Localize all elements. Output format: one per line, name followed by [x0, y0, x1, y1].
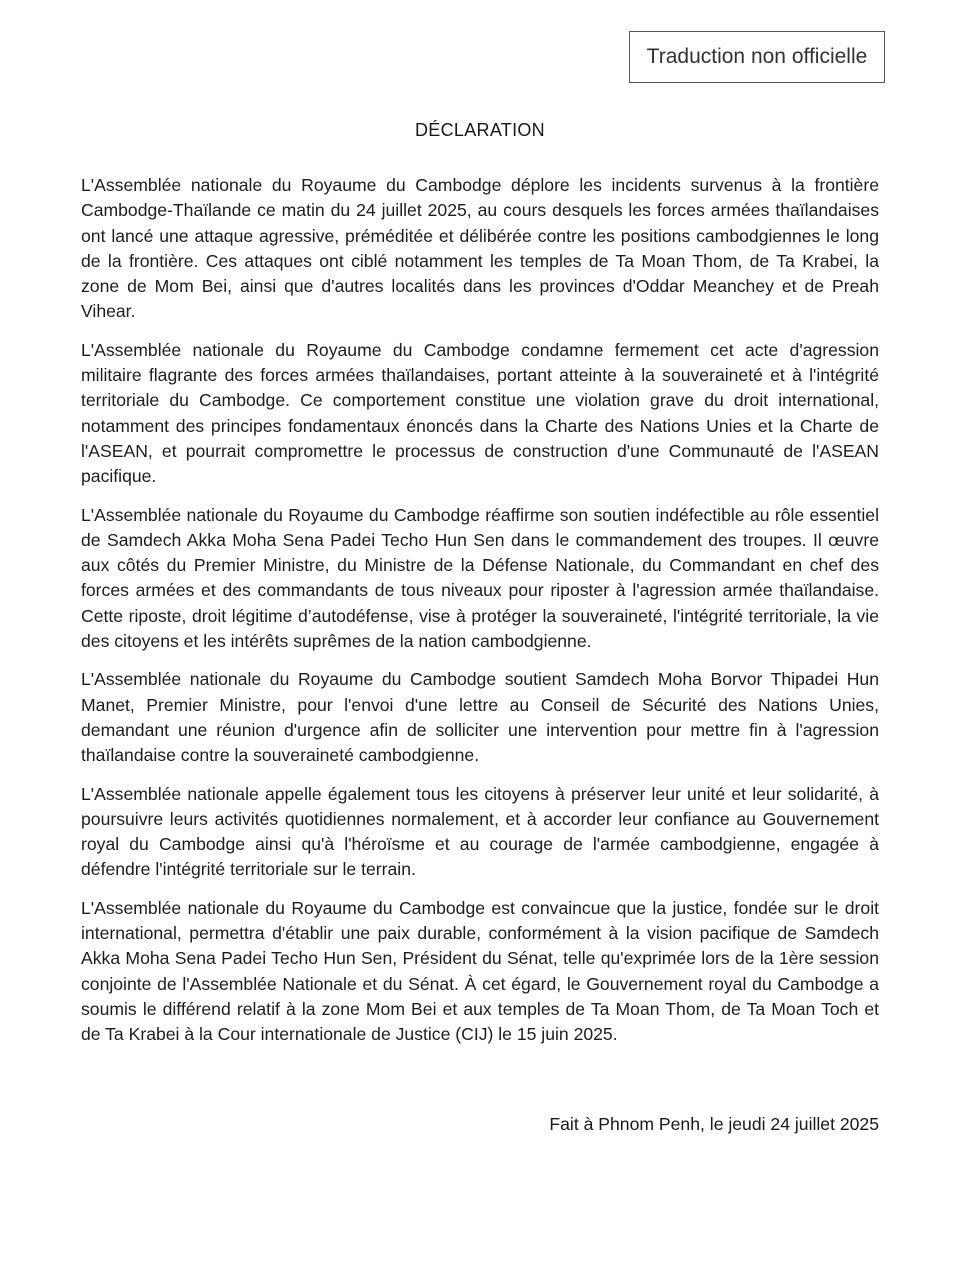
place-date-signoff: Fait à Phnom Penh, le jeudi 24 juillet 2025 [549, 1114, 879, 1134]
paragraph-3: L'Assemblée nationale du Royaume du Cambodge réaffirme son soutien indéfectible au rôle essentiel de Samdech Akka Moha Sena Padei Techo Hun Sen dans le commandement des troupes. Il œuvre aux côtés du Premier Ministre, du Ministre de la Défense Nationale, du Commandant en chef des forces armées et des commandants de tous niveaux pour riposter à l'agression armée thaïlandaise. Cette riposte, droit légitime d’autodéfense, vise à protéger la souveraineté, l'intégrité territoriale, la vie des citoyens et les intérêts suprêmes de la nation cambodgienne. [81, 504, 879, 652]
paragraph-1: L'Assemblée nationale du Royaume du Cambodge déplore les incidents survenus à la frontière Cambodge-Thaïlande ce matin du 24 juillet 2025, au cours desquels les forces armées thaïlandaises ont lancé une attaque agressive, préméditée et délibérée contre les positions cambodgiennes le long de la frontière. Ces attaques ont ciblé notamment les temples de Ta Moan Thom, de Ta Krabei, la zone de Mom Bei, ainsi que d'autres localités dans les provinces d'Oddar Meanchey et de Preah Vihear. [81, 175, 879, 322]
paragraph-6: L'Assemblée nationale du Royaume du Cambodge est convaincue que la justice, fondée sur le droit international, permettra d'établir une paix durable, conformément à la vision pacifique de Samdech Akka Moha Sena Padei Techo Hun Sen, Président du Sénat, telle qu'exprimée lors de la 1ère session conjointe de l'Assemblée Nationale et du Sénat. À cet égard, le Gouvernement royal du Cambodge a soumis le différend relatif à la zone Mom Bei et aux temples de Ta Moan Thom, de Ta Moan Toch et de Ta Krabei à la Cour internationale de Justice (CIJ) le 15 juin 2025. [81, 897, 879, 1045]
declaration-body [81, 173, 879, 1061]
paragraph-5: L'Assemblée nationale appelle également tous les citoyens à préserver leur unité et leur solidarité, à poursuivre leurs activités quotidiennes normalement, et à accorder leur confiance au Gouvernement royal du Cambodge ainsi qu'à l'héroïsme et au courage de l'armée cambodgienne, engagée à défendre l'intégrité territoriale sur le terrain. [81, 783, 879, 880]
badge-label: Traduction non officielle [646, 45, 868, 68]
unofficial-translation-badge [629, 31, 885, 83]
paragraph-4: L'Assemblée nationale du Royaume du Cambodge soutient Samdech Moha Borvor Thipadei Hun Manet, Premier Ministre, pour l'envoi d'une lettre au Conseil de Sécurité des Nations Unies, demandant une réunion d'urgence afin de solliciter une intervention pour mettre fin à l'agression thaïlandaise contre la souveraineté cambodgienne. [81, 669, 879, 766]
paragraph-2: L'Assemblée nationale du Royaume du Cambodge condamne fermement cet acte d'agression militaire flagrante des forces armées thaïlandaises, portant atteinte à la souveraineté et à l'intégrité territoriale du Cambodge. Ce comportement constitue une violation grave du droit international, notamment des principes fondamentaux énoncés dans la Charte des Nations Unies et la Charte de l'ASEAN, et pourrait compromettre le processus de construction d'une Communauté de l'ASEAN pacifique. [81, 339, 879, 487]
document-title: DÉCLARATION [415, 120, 545, 140]
